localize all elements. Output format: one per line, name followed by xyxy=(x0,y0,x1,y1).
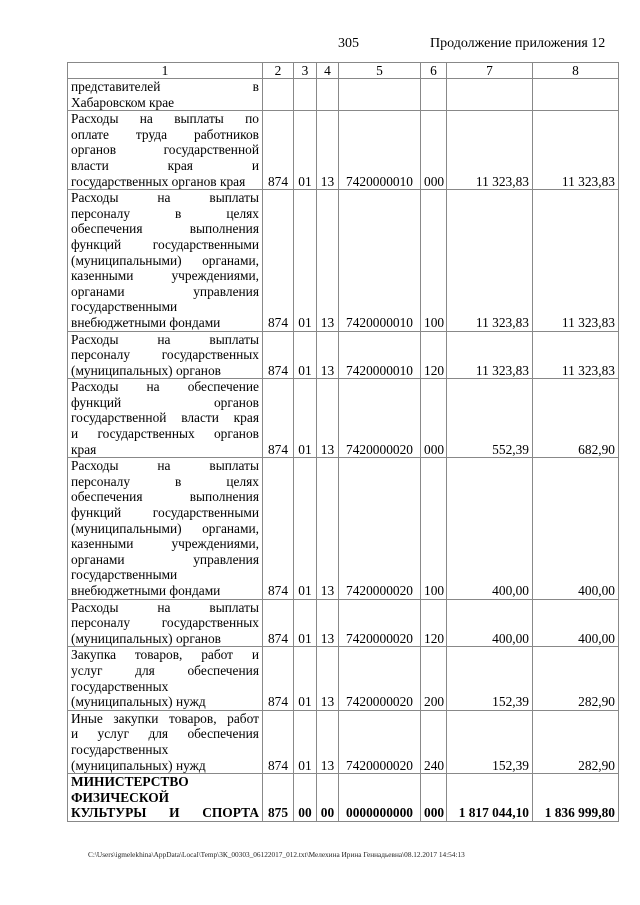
cell-c8: 11 323,83 xyxy=(533,331,619,379)
row-description xyxy=(68,379,263,458)
cell-c6: 100 xyxy=(421,458,447,599)
col-header-7: 7 xyxy=(447,63,533,79)
description-line: государственными xyxy=(71,567,178,583)
description-line: Расходы на выплаты xyxy=(71,599,259,615)
cell-c5 xyxy=(339,79,421,111)
cell-c4: 13 xyxy=(317,111,339,190)
cell-c8: 11 323,83 xyxy=(533,190,619,331)
description-line: власти края и xyxy=(71,157,259,173)
cell-c7: 400,00 xyxy=(447,458,533,599)
cell-c2: 874 xyxy=(263,190,294,331)
description-line: края xyxy=(71,441,97,457)
cell-c3: 01 xyxy=(294,190,317,331)
description-line: персоналу государственных xyxy=(71,347,259,363)
row-description xyxy=(68,774,263,822)
table-row xyxy=(68,710,619,773)
row-description xyxy=(68,111,263,190)
description-line: казенными учреждениями, xyxy=(71,536,259,552)
description-line: государственных xyxy=(71,678,169,694)
cell-c8: 400,00 xyxy=(533,599,619,647)
cell-c2: 874 xyxy=(263,710,294,773)
description-line: (муниципальных) органов xyxy=(71,362,221,378)
cell-c8: 282,90 xyxy=(533,710,619,773)
cell-c2: 874 xyxy=(263,458,294,599)
table-row xyxy=(68,458,619,599)
cell-c8: 682,90 xyxy=(533,379,619,458)
cell-c7: 552,39 xyxy=(447,379,533,458)
description-line: (муниципальными) органами, xyxy=(71,520,259,536)
description-line: Расходы на выплаты xyxy=(71,331,259,347)
cell-c5: 7420000020 xyxy=(339,599,421,647)
description-line: представителей в xyxy=(71,79,259,94)
description-line: услуг для обеспечения xyxy=(71,662,259,678)
cell-c4: 13 xyxy=(317,599,339,647)
col-header-4: 4 xyxy=(317,63,339,79)
cell-c6: 240 xyxy=(421,710,447,773)
description-line: (муниципальных) нужд xyxy=(71,757,206,773)
page-number: 305 xyxy=(338,36,359,51)
cell-c4: 00 xyxy=(317,774,339,822)
cell-c7: 11 323,83 xyxy=(447,331,533,379)
cell-c3: 01 xyxy=(294,710,317,773)
cell-c8: 11 323,83 xyxy=(533,111,619,190)
description-line: (муниципальных) нужд xyxy=(71,694,206,710)
cell-c6: 000 xyxy=(421,379,447,458)
cell-c3: 01 xyxy=(294,458,317,599)
cell-c3: 01 xyxy=(294,379,317,458)
description-line: и государственных органов xyxy=(71,426,259,442)
table-row xyxy=(68,331,619,379)
cell-c2: 874 xyxy=(263,647,294,710)
cell-c4: 13 xyxy=(317,458,339,599)
description-line: ФИЗИЧЕСКОЙ xyxy=(71,789,170,805)
cell-c7: 152,39 xyxy=(447,710,533,773)
col-header-1: 1 xyxy=(68,63,263,79)
table-row xyxy=(68,79,619,111)
cell-c3: 01 xyxy=(294,331,317,379)
description-line: государственных xyxy=(71,741,169,757)
description-line: персоналу в целях xyxy=(71,473,259,489)
cell-c6: 120 xyxy=(421,331,447,379)
description-line: Хабаровском крае xyxy=(71,94,175,110)
description-line: (муниципальными) органами, xyxy=(71,252,259,268)
cell-c6 xyxy=(421,79,447,111)
row-description xyxy=(68,710,263,773)
table-body xyxy=(68,79,619,822)
description-line: государственными xyxy=(71,299,178,315)
cell-c7: 1 817 044,10 xyxy=(447,774,533,822)
table-row xyxy=(68,111,619,190)
continuation-label: Продолжение приложения 12 xyxy=(430,36,606,51)
file-path-footer: C:\Users\igmelekhina\AppData\Local\Temp\3К_00303_06122017_012.txt\Мелехина Ирина Геннадьевна\08.12.2017 14:54:13 xyxy=(88,850,465,859)
row-description xyxy=(68,458,263,599)
cell-c4: 13 xyxy=(317,190,339,331)
cell-c3: 00 xyxy=(294,774,317,822)
table-row xyxy=(68,774,619,822)
cell-c2: 875 xyxy=(263,774,294,822)
row-description xyxy=(68,331,263,379)
description-line: внебюджетными фондами xyxy=(71,314,221,330)
cell-c3: 01 xyxy=(294,111,317,190)
cell-c4: 13 xyxy=(317,379,339,458)
description-line: внебюджетными фондами xyxy=(71,583,221,598)
cell-c5: 7420000010 xyxy=(339,190,421,331)
description-line: Расходы на выплаты по xyxy=(71,111,259,127)
cell-c4: 13 xyxy=(317,710,339,773)
col-header-3: 3 xyxy=(294,63,317,79)
col-header-6: 6 xyxy=(421,63,447,79)
table-row xyxy=(68,190,619,331)
cell-c3: 01 xyxy=(294,647,317,710)
description-line: Закупка товаров, работ и xyxy=(71,647,259,663)
cell-c2: 874 xyxy=(263,379,294,458)
cell-c2: 874 xyxy=(263,599,294,647)
cell-c8: 282,90 xyxy=(533,647,619,710)
cell-c2: 874 xyxy=(263,331,294,379)
table-row xyxy=(68,599,619,647)
cell-c7: 11 323,83 xyxy=(447,190,533,331)
cell-c4: 13 xyxy=(317,331,339,379)
cell-c8: 400,00 xyxy=(533,458,619,599)
row-description xyxy=(68,190,263,331)
cell-c5: 7420000020 xyxy=(339,458,421,599)
row-description xyxy=(68,647,263,710)
row-description xyxy=(68,599,263,647)
cell-c6: 000 xyxy=(421,774,447,822)
cell-c5: 7420000020 xyxy=(339,379,421,458)
description-line: обеспечения выполнения xyxy=(71,489,259,505)
cell-c7 xyxy=(447,79,533,111)
description-line: органов государственной xyxy=(71,142,259,158)
cell-c3 xyxy=(294,79,317,111)
description-line: органами управления xyxy=(71,283,259,299)
cell-c6: 000 xyxy=(421,111,447,190)
description-line: КУЛЬТУРЫ И СПОРТА xyxy=(71,805,259,821)
cell-c7: 152,39 xyxy=(447,647,533,710)
cell-c6: 200 xyxy=(421,647,447,710)
cell-c2: 874 xyxy=(263,111,294,190)
cell-c5: 7420000020 xyxy=(339,710,421,773)
cell-c6: 100 xyxy=(421,190,447,331)
budget-table xyxy=(67,62,619,822)
description-line: функций государственными xyxy=(71,505,259,521)
cell-c6: 120 xyxy=(421,599,447,647)
description-line: Расходы на выплаты xyxy=(71,458,259,474)
description-line: Расходы на обеспечение xyxy=(71,379,259,395)
cell-c7: 400,00 xyxy=(447,599,533,647)
description-line: персоналу в целях xyxy=(71,205,259,221)
cell-c8 xyxy=(533,79,619,111)
description-line: государственной власти края xyxy=(71,410,259,426)
cell-c5: 7420000010 xyxy=(339,111,421,190)
cell-c3: 01 xyxy=(294,599,317,647)
cell-c2 xyxy=(263,79,294,111)
description-line: (муниципальных) органов xyxy=(71,630,221,646)
description-line: обеспечения выполнения xyxy=(71,221,259,237)
cell-c5: 0000000000 xyxy=(339,774,421,822)
description-line: Иные закупки товаров, работ xyxy=(71,710,259,726)
cell-c7: 11 323,83 xyxy=(447,111,533,190)
description-line: государственных органов края xyxy=(71,173,246,189)
description-line: казенными учреждениями, xyxy=(71,268,259,284)
cell-c8: 1 836 999,80 xyxy=(533,774,619,822)
cell-c5: 7420000020 xyxy=(339,647,421,710)
description-line: функций органов xyxy=(71,394,259,410)
description-line: Расходы на выплаты xyxy=(71,190,259,206)
description-line: МИНИСТЕРСТВО xyxy=(71,774,189,790)
row-description xyxy=(68,79,263,111)
cell-c5: 7420000010 xyxy=(339,331,421,379)
description-line: функций государственными xyxy=(71,236,259,252)
description-line: оплате труда работников xyxy=(71,126,259,142)
description-line: и услуг для обеспечения xyxy=(71,726,259,742)
description-line: органами управления xyxy=(71,551,259,567)
description-line: персоналу государственных xyxy=(71,615,259,631)
column-number-row xyxy=(68,63,619,79)
cell-c4: 13 xyxy=(317,647,339,710)
cell-c4 xyxy=(317,79,339,111)
col-header-5: 5 xyxy=(339,63,421,79)
table-row xyxy=(68,379,619,458)
col-header-8: 8 xyxy=(533,63,619,79)
table-row xyxy=(68,647,619,710)
col-header-2: 2 xyxy=(263,63,294,79)
